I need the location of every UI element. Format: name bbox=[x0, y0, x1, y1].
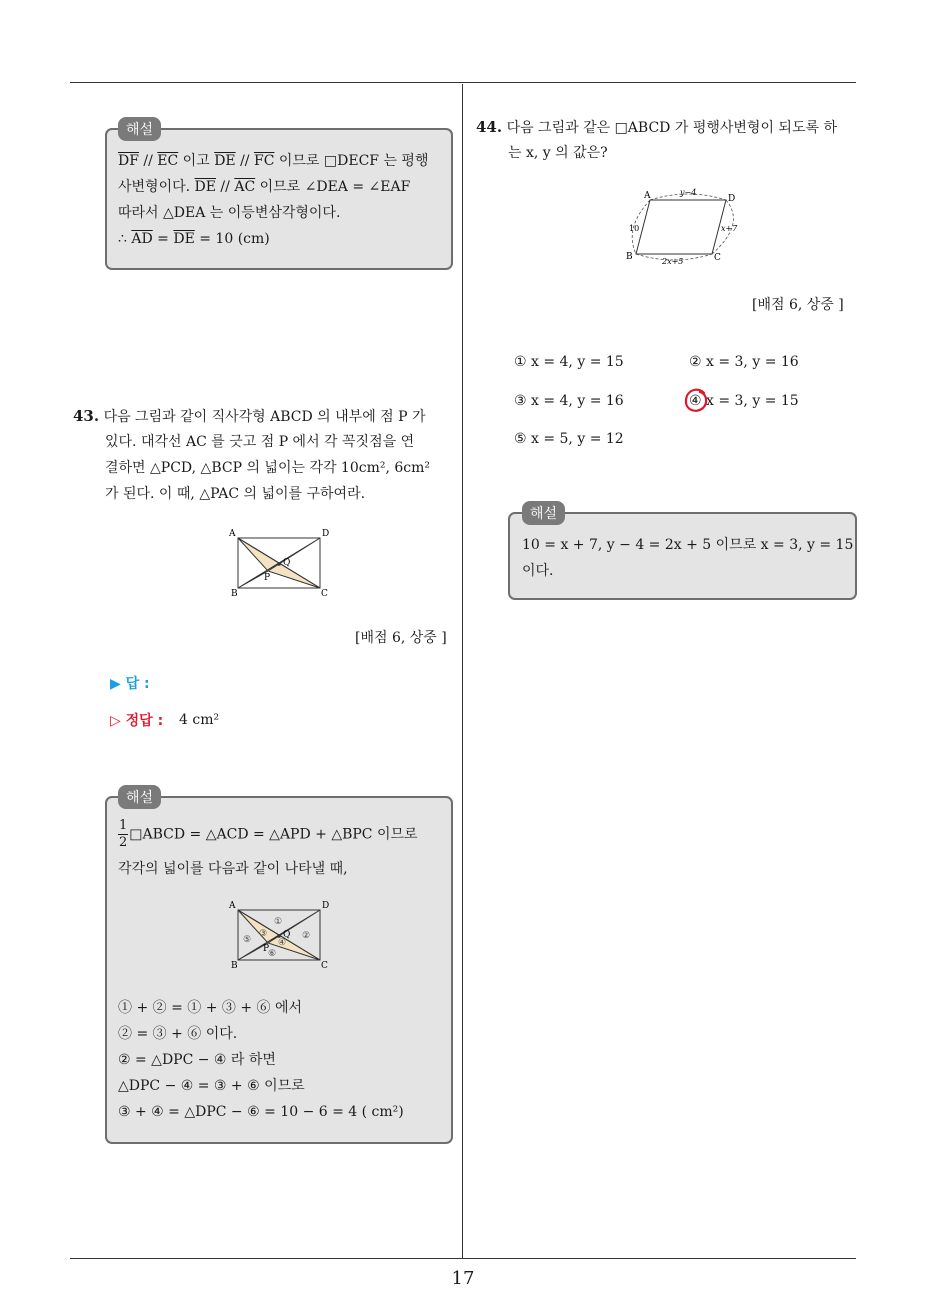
region-label: ② bbox=[302, 931, 311, 941]
score-label: [배점 6, 상중 ] bbox=[752, 297, 844, 313]
point-label: P bbox=[264, 573, 271, 583]
region-label: ④ bbox=[278, 938, 287, 948]
choice-2[interactable]: ② x = 3, y = 16 bbox=[689, 354, 799, 370]
column-divider bbox=[462, 84, 463, 1258]
question-43-line: 결하면 △PCD, △BCP 의 넓이는 각각 10cm², 6cm² bbox=[105, 460, 431, 476]
question-43-line: 있다. 대각선 AC 를 긋고 점 P 에서 각 꼭짓점을 연 bbox=[105, 434, 415, 450]
correct-answer-label: ▷ 정답 : bbox=[110, 713, 164, 729]
vertex-label: C bbox=[714, 253, 721, 263]
explanation-line: 이다. bbox=[522, 563, 554, 579]
rectangle-figure-43-solution bbox=[226, 898, 336, 974]
correct-answer-value: 4 cm² bbox=[179, 712, 220, 728]
explanation-tag: 해설 bbox=[118, 117, 161, 141]
fraction: $\frac{1}{2}$ bbox=[119, 818, 128, 850]
question-44-line: 는 x, y 의 값은? bbox=[508, 145, 608, 161]
vertex-label: A bbox=[229, 529, 236, 539]
point-label: Q bbox=[283, 930, 291, 940]
vertex-label: D bbox=[322, 529, 330, 539]
explanation-box-42 bbox=[105, 128, 453, 270]
explanation-line: 각각의 넓이를 다음과 같이 나타낼 때, bbox=[118, 861, 348, 877]
vertex-label: B bbox=[626, 252, 633, 262]
point-label: P bbox=[263, 944, 270, 954]
vertex-label: A bbox=[229, 901, 236, 911]
region-label: ⑤ bbox=[243, 935, 252, 945]
vertex-label: C bbox=[321, 961, 328, 971]
choice-5[interactable]: ⑤ x = 5, y = 12 bbox=[514, 431, 624, 447]
explanation-tag: 해설 bbox=[118, 785, 161, 809]
explanation-box-44 bbox=[508, 512, 857, 600]
choice-1[interactable]: ① x = 4, y = 15 bbox=[514, 354, 624, 370]
score-label: [배점 6, 상중 ] bbox=[355, 630, 447, 646]
answer-label: ▶ 답 : bbox=[110, 676, 150, 692]
question-number: 43. bbox=[73, 407, 100, 425]
question-44-line: 44. 다음 그림과 같은 □ABCD 가 평행사변형이 되도록 하 bbox=[476, 118, 837, 136]
rectangle-figure-43 bbox=[226, 526, 336, 600]
region-label: ③ bbox=[259, 929, 268, 939]
region-label: ⑥ bbox=[268, 949, 277, 959]
vertex-label: D bbox=[322, 901, 330, 911]
vertex-label: C bbox=[321, 589, 328, 599]
explanation-line: 10 = x + 7, y − 4 = 2x + 5 이므로 x = 3, y = 15 bbox=[522, 537, 854, 553]
question-number: 44. bbox=[476, 118, 503, 136]
explanation-line: ② = ③ + ⑥ 이다. bbox=[118, 1026, 238, 1042]
explanation-line: △DPC − ④ = ③ + ⑥ 이므로 bbox=[118, 1078, 305, 1094]
explanation-line: $\overline{DF} // \overline{EC}$ 이고 $\overline{DE} // \overline{FC}$ 이므로 □DECF 는 평행 bbox=[118, 153, 429, 169]
vertex-label: B bbox=[231, 961, 238, 971]
explanation-line: ② = △DPC − ④ 라 하면 bbox=[118, 1052, 276, 1068]
point-label: Q bbox=[283, 558, 291, 568]
explanation-line: 사변형이다. $\overline{DE} // \overline{AC}$ 이므로 ∠DEA = ∠EAF bbox=[118, 179, 411, 195]
side-label: x+7 bbox=[721, 224, 738, 233]
side-label: 10 bbox=[629, 224, 640, 233]
vertex-label: D bbox=[728, 194, 736, 204]
explanation-line: ③ + ④ = △DPC − ⑥ = 10 − 6 = 4 ( cm²) bbox=[118, 1104, 404, 1120]
explanation-line: ① + ② = ① + ③ + ⑥ 에서 bbox=[118, 1000, 303, 1016]
page-number: 17 bbox=[451, 1268, 475, 1289]
vertex-label: A bbox=[644, 191, 651, 201]
explanation-line: ∴ $\overline{AD} = \overline{DE} = 10$ (cm) bbox=[118, 231, 270, 247]
region-label: ① bbox=[274, 917, 283, 927]
choice-4[interactable]: ④ x = 3, y = 15 bbox=[689, 393, 799, 409]
choice-3[interactable]: ③ x = 4, y = 16 bbox=[514, 393, 624, 409]
explanation-line: $\frac{1}{2}$ □ABCD = △ACD = △APD + △BPC 이므로 bbox=[119, 818, 418, 850]
explanation-tag: 해설 bbox=[522, 501, 565, 525]
question-43-line: 가 된다. 이 때, △PAC 의 넓이를 구하여라. bbox=[105, 486, 366, 502]
selected-choice-mark bbox=[682, 386, 710, 416]
side-label: 2x+5 bbox=[662, 257, 684, 266]
explanation-line: 따라서 △DEA 는 이등변삼각형이다. bbox=[118, 205, 341, 221]
vertex-label: B bbox=[231, 589, 238, 599]
question-43-line: 43. 다음 그림과 같이 직사각형 ABCD 의 내부에 점 P 가 bbox=[73, 407, 426, 425]
parallelogram-figure-44 bbox=[622, 186, 748, 268]
top-rule bbox=[70, 82, 856, 83]
side-label: y−4 bbox=[680, 188, 697, 197]
bottom-rule bbox=[70, 1258, 856, 1259]
